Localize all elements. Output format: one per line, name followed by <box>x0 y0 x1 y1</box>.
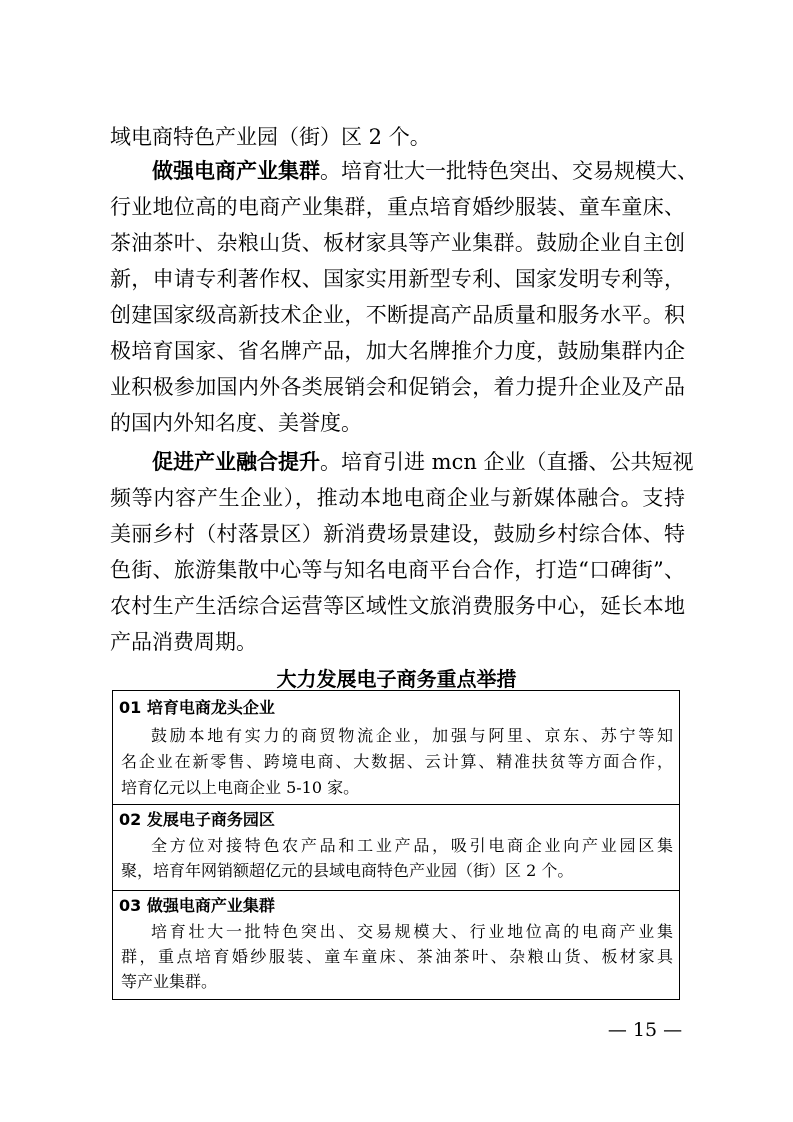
paragraph-line: 茶油茶叶、杂粮山货、板材家具等产业集群。鼓励企业自主创 <box>110 231 685 255</box>
paragraph-heading: 做强电商产业集群 <box>152 159 320 183</box>
box-section-01 <box>113 691 679 805</box>
section-line: 全方位对接特色农产品和工业产品，吸引电商企业向产业园区集 <box>151 836 673 855</box>
section-line: 培育亿元以上电商企业 5-10 家。 <box>121 778 360 797</box>
section-line: 群，重点培育婚纱服装、童车童床、茶油茶叶、杂粮山货、板材家具 <box>121 947 673 966</box>
paragraph-line: 美丽乡村（村落景区）新消费场景建设，鼓励乡村综合体、特 <box>110 522 685 546</box>
paragraph-line: 农村生产生活综合运营等区域性文旅消费服务中心，延长本地 <box>110 594 685 618</box>
paragraph-line: 业积极参加国内外各类展销会和促销会，着力提升企业及产品 <box>110 375 685 399</box>
paragraph-line: 产品消费周期。 <box>110 630 257 654</box>
paragraph-line <box>110 158 698 184</box>
paragraph-line: 的国内外知名度、美誉度。 <box>110 411 362 435</box>
section-heading: 02 发展电子商务园区 <box>119 810 275 829</box>
box-section-02 <box>113 805 679 891</box>
paragraph-line: 频等内容产生企业），推动本地电商企业与新媒体融合。支持 <box>110 486 685 510</box>
section-heading: 03 做强电商产业集群 <box>119 896 275 915</box>
box-section-03 <box>113 891 679 999</box>
paragraph-text: 。培育壮大一批特色突出、交易规模大、 <box>320 159 698 183</box>
paragraph-line: 极培育国家、省名牌产品，加大名牌推介力度，鼓励集群内企 <box>110 339 685 363</box>
paragraph-line: 新，申请专利著作权、国家实用新型专利、国家发明专利等， <box>110 267 685 291</box>
section-line: 名企业在新零售、跨境电商、大数据、云计算、精准扶贫等方面合作， <box>121 752 673 771</box>
section-line: 等产业集群。 <box>121 972 218 991</box>
section-line: 聚，培育年网销额超亿元的县域电商特色产业园（街）区 2 个。 <box>121 861 574 880</box>
paragraph-line: 行业地位高的电商产业集群，重点培育婚纱服装、童车童床、 <box>110 195 685 219</box>
paragraph-line: 创建国家级高新技术企业，不断提高产品质量和服务水平。积 <box>110 303 685 327</box>
box-title: 大力发展电子商务重点举措 <box>276 667 517 691</box>
paragraph-heading: 促进产业融合提升 <box>152 450 320 474</box>
section-line: 培育壮大一批特色突出、交易规模大、行业地位高的电商产业集 <box>151 922 673 941</box>
section-line: 鼓励本地有实力的商贸物流企业，加强与阿里、京东、苏宁等知 <box>151 726 673 745</box>
paragraph-line: 色街、旅游集散中心等与知名电商平台合作，打造“口碑街”、 <box>110 558 685 582</box>
page-number: — 15 — <box>607 1019 683 1041</box>
paragraph-text: 。培育引进 mcn 企业（直播、公共短视 <box>320 450 694 474</box>
paragraph-line: 域电商特色产业园（街）区 2 个。 <box>110 125 431 149</box>
section-heading: 01 培育电商龙头企业 <box>119 698 275 717</box>
measures-box <box>112 690 680 1000</box>
paragraph-line <box>110 449 694 475</box>
